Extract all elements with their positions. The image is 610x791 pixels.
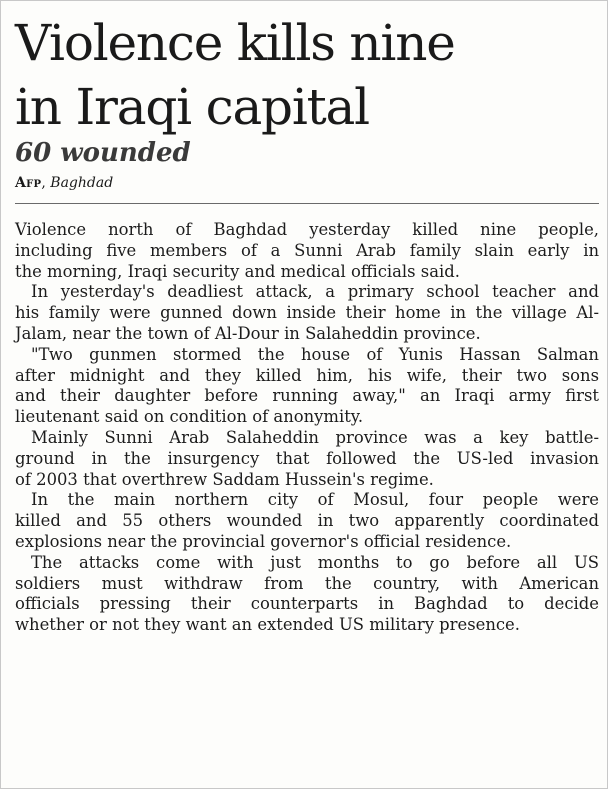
text-line: of 2003 that overthrew Saddam Hussein's regime. [15,469,434,489]
text-line: The attacks come with just months to go before all US [31,552,599,572]
paragraph [15,428,599,490]
text-line: Jalam, near the town of Al-Dour in Salaheddin province. [15,323,481,343]
divider-rule [15,203,599,204]
article [15,1,599,636]
headline [15,1,599,139]
text-line: and their daughter before running away," an Iraqi army first [15,386,599,406]
text-line: killed and 55 others wounded in two apparently coordinated [15,511,599,531]
byline-separator: , [41,175,51,191]
subheadline: 60 wounded [15,138,191,168]
text-line: soldiers must withdraw from the country, with American [15,573,599,593]
byline-agency: Afp [15,175,42,191]
text-line: Mainly Sunni Arab Salaheddin province was a key battle- [31,427,599,447]
paragraph [15,220,599,282]
headline-line-1: Violence kills nine [15,14,455,72]
text-line: ground in the insurgency that followed the US-led invasion [15,448,599,468]
article-body [15,220,599,636]
text-line: lieutenant said on condition of anonymity. [15,407,364,427]
text-line: after midnight and they killed him, his wife, their two sons [15,365,599,385]
text-line: whether or not they want an extended US military presence. [15,615,520,635]
paragraph [15,345,599,428]
headline-line-2: in Iraqi capital [15,78,369,136]
text-line: In yesterday's deadliest attack, a primary school teacher and [31,282,599,302]
text-line: Violence north of Baghdad yesterday killed nine people, [15,220,599,239]
text-line: In the main northern city of Mosul, four people were [31,490,599,510]
byline [15,173,599,193]
text-line: including five members of a Sunni Arab family slain early in [15,240,599,260]
text-line: explosions near the provincial governor's official residence. [15,531,512,551]
text-line: the morning, Iraqi security and medical officials said. [15,261,460,281]
byline-dateline: Baghdad [50,175,114,191]
paragraph [15,553,599,636]
paragraph [15,282,599,344]
text-line: "Two gunmen stormed the house of Yunis Hassan Salman [31,344,599,364]
paragraph [15,490,599,552]
text-line: his family were gunned down inside their home in the village Al- [15,303,599,323]
text-line: officials pressing their counterparts in Baghdad to decide [15,594,599,614]
